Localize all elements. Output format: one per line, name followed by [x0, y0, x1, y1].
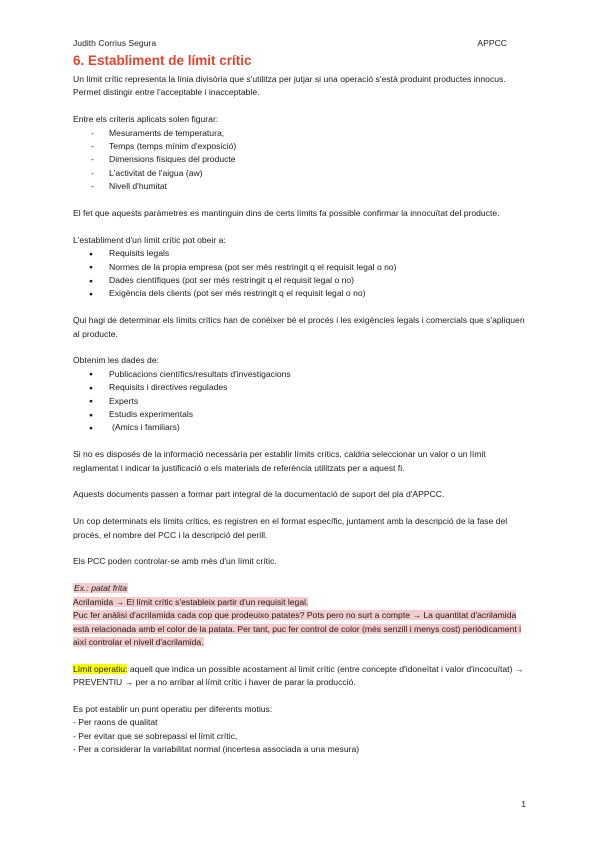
- sources-list: [73, 368, 529, 435]
- list-item: ● (Amics i familiars): [73, 421, 529, 434]
- list-item: ● Publicacions científics/resultats d'investigacions: [73, 368, 529, 381]
- example-line-1: Acrilamida → El límit crític s'estableix partir d'un requisit legal.: [73, 596, 309, 607]
- no-info-paragraph: Si no es disposés de la informació necessària per establir límits crítics, caldria seleccionar un valor o un límit reglamentat i indicar la justificació o els materials de referència utilitzats per a aquest fi.: [73, 449, 486, 473]
- list-item: - Per a considerar la variabilitat normal (incertesa associada a una mesura): [73, 744, 360, 755]
- basis-lead: L'establiment d'un límit crític pot obeir a:: [73, 234, 226, 245]
- example-label: Ex.: patat frita: [74, 583, 128, 594]
- list-item: ● Exigència dels clients (pot ser més restringit q el requisit legal o no): [73, 287, 529, 300]
- operational-limit-text: aquell que indica un possible acostament al límit crític (entre concepte d'idoneïtat i valor d'incocuïtat) → PREVENTIU → per a no arribar al límit crític i haver de parar la producció.: [73, 663, 524, 688]
- document-body: [73, 73, 529, 757]
- criteria-lead: Entre els criteris aplicats solen figurar:: [73, 114, 219, 125]
- list-item: - L'activitat de l'aigua (aw): [73, 167, 529, 180]
- list-item: ● Normes de la propia empresa (pot ser més restringit q el requisit legal o no): [73, 261, 529, 274]
- example-line-2: Puc fer anàlisi d'acrilamida cada cop que prodeuixo patates? Pots pero no surt a compte → La quantitat d'acrilamida està relacionada amb el color de la patata. Per tant, puc fer control de color (més senzill i menys cost) periòdicament i així controlar el nivell d'acrilamida.: [73, 610, 522, 647]
- list-item: - Dimensions físiques del producte: [73, 153, 529, 166]
- who-paragraph: Qui hagi de determinar els límits crítics han de conèixer bé el procés i les exigències legals i comercials que s'apliquen al producte.: [73, 315, 525, 339]
- header-author: Judith Corrius Segura: [73, 38, 157, 48]
- list-item: - Nivell d'humitat: [73, 180, 529, 193]
- basis-list: [73, 247, 529, 301]
- list-item: - Temps (temps mínim d'exposició): [73, 140, 529, 153]
- page-number: 1: [521, 799, 526, 809]
- list-item: - Per evitar que se sobrepassi el límit crític,: [73, 730, 238, 741]
- list-item: ● Experts: [73, 395, 529, 408]
- header-subject: APPCC: [477, 38, 507, 48]
- list-item: - Per raons de qualitat: [73, 717, 158, 728]
- section-title: 6. Establiment de límit crític: [73, 53, 252, 68]
- list-item: ● Dades científiques (pot ser més restringit q el requisit legal o no): [73, 274, 529, 287]
- operational-limit-paragraph: [73, 663, 529, 690]
- criteria-list: [73, 127, 529, 194]
- maintain-paragraph: El fet que aquests paràmetres es mantinguin dins de certs límits fa possible confirmar la innocuïtat del producte.: [73, 208, 500, 219]
- list-item: - Mesuraments de temperatura,: [73, 127, 529, 140]
- pcc-paragraph: Els PCC poden controlar-se amb més d'un límit crític.: [73, 556, 277, 567]
- list-item: ● Estudis experimentals: [73, 408, 529, 421]
- documents-paragraph: Aquests documents passen a formar part integral de la documentació de suport del pla d'APPCC.: [73, 489, 445, 500]
- list-item: ● Requisits legals: [73, 247, 529, 260]
- reasons-lead: Es pot establir un punt operatiu per diferents motius:: [73, 703, 273, 714]
- reasons-list: [73, 716, 529, 756]
- sources-lead: Obtenim les dades de:: [73, 355, 159, 366]
- registered-paragraph: Un cop determinats els límits crítics, es registren en el format específic, juntament amb la descripció de la fase del procés, el nombre del PCC i la descripció del perill.: [73, 516, 508, 540]
- operational-limit-term: Límit operatiu:: [73, 663, 128, 674]
- list-item: ● Requisits i directives regulades: [73, 381, 529, 394]
- intro-paragraph: Un límit crític representa la línia divisòria que s'utilitza per jutjar si una operació s'està produint productes innocus. Permet distingir entre l'acceptable i inacceptable.: [73, 74, 506, 98]
- example-block: [73, 582, 529, 649]
